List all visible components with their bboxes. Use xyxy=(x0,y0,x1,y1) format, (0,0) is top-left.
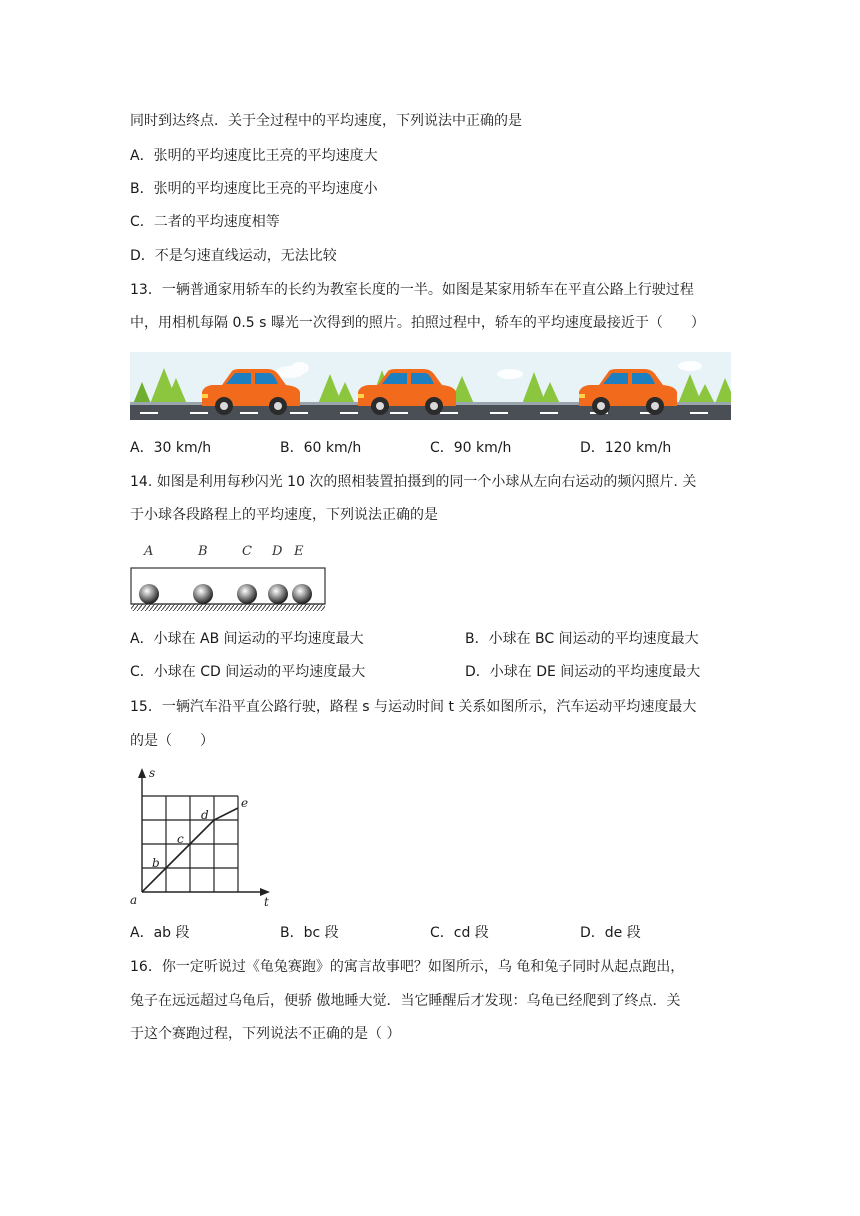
label-e: E xyxy=(294,544,304,559)
q15-option-b: B．bc 段 xyxy=(280,925,339,941)
ball-e xyxy=(292,584,312,604)
q16-stem-line1: 16．你一定听说过《龟兔赛跑》的寓言故事吧？如图所示，乌 龟和兔子同时从起点跑出， xyxy=(130,959,685,975)
q14-option-d: D．小球在 DE 间运动的平均速度最大 xyxy=(465,664,701,680)
axis-s-label: s xyxy=(149,766,156,780)
ball-b xyxy=(193,584,213,604)
q16-stem-line3: 于这个赛跑过程，下列说法不正确的是（ ） xyxy=(130,1026,401,1042)
q12-option-d: D．不是匀速直线运动，无法比较 xyxy=(130,248,337,264)
point-b-label: b xyxy=(152,856,160,870)
q14-option-a: A．小球在 AB 间运动的平均速度最大 xyxy=(130,631,364,647)
q13-option-a: A．30 km/h xyxy=(130,440,212,456)
point-a-label: a xyxy=(130,893,138,907)
point-e-label: e xyxy=(241,796,249,810)
s-t-graph xyxy=(128,764,276,908)
q16-stem-line2: 兔子在远远超过乌龟后，便骄 傲地睡大觉．当它睡醒后才发现：乌龟已经爬到了终点．关 xyxy=(130,993,681,1009)
axis-t-label: t xyxy=(264,895,269,908)
q13-stem-line2: 中，用相机每隔 0.5 s 曝光一次得到的照片。拍照过程中，轿车的平均速度最接近于（ ） xyxy=(130,315,705,331)
q15-stem-line1: 15．一辆汽车沿平直公路行驶，路程 s 与运动时间 t 关系如图所示，汽车运动平均速度最大 xyxy=(130,699,697,715)
strobe-ball-diagram xyxy=(130,540,326,614)
q13-option-d: D．120 km/h xyxy=(580,440,672,456)
q14-option-b: B．小球在 BC 间运动的平均速度最大 xyxy=(465,631,699,647)
q12-option-c: C．二者的平均速度相等 xyxy=(130,214,280,230)
q14-strobe-photo-figure xyxy=(130,540,326,614)
q15-s-t-graph-figure xyxy=(128,764,276,908)
q13-stem-line1: 13．一辆普通家用轿车的长约为教室长度的一半。如图是某家用轿车在平直公路上行驶过程 xyxy=(130,282,694,298)
q15-option-a: A．ab 段 xyxy=(130,925,190,941)
ball-a xyxy=(139,584,159,604)
ball-d xyxy=(268,584,288,604)
ball-c xyxy=(237,584,257,604)
q14-stem-line2: 于小球各段路程上的平均速度，下列说法正确的是 xyxy=(130,507,438,523)
label-a: A xyxy=(144,544,154,559)
label-d: D xyxy=(272,544,283,559)
q15-option-d: D．de 段 xyxy=(580,925,641,941)
q13-option-b: B．60 km/h xyxy=(280,440,362,456)
q14-option-c: C．小球在 CD 间运动的平均速度最大 xyxy=(130,664,366,680)
label-c: C xyxy=(242,544,252,559)
point-d-label: d xyxy=(201,808,209,822)
q14-stem-line1: 14. 如图是利用每秒闪光 10 次的照相装置拍摄到的同一个小球从左向右运动的频闪照片. 关 xyxy=(130,474,697,490)
q15-stem-line2: 的是（ ） xyxy=(130,733,214,749)
q12-option-b: B．张明的平均速度比王亮的平均速度小 xyxy=(130,181,378,197)
car-photo-illustration xyxy=(130,352,731,420)
point-c-label: c xyxy=(177,832,184,846)
label-b: B xyxy=(198,544,208,559)
q12-option-a: A．张明的平均速度比王亮的平均速度大 xyxy=(130,148,378,164)
q12-stem-tail: 同时到达终点．关于全过程中的平均速度，下列说法中正确的是 xyxy=(130,113,522,129)
q15-option-c: C．cd 段 xyxy=(430,925,489,941)
q13-car-photo-figure xyxy=(130,352,731,420)
q13-option-c: C．90 km/h xyxy=(430,440,512,456)
